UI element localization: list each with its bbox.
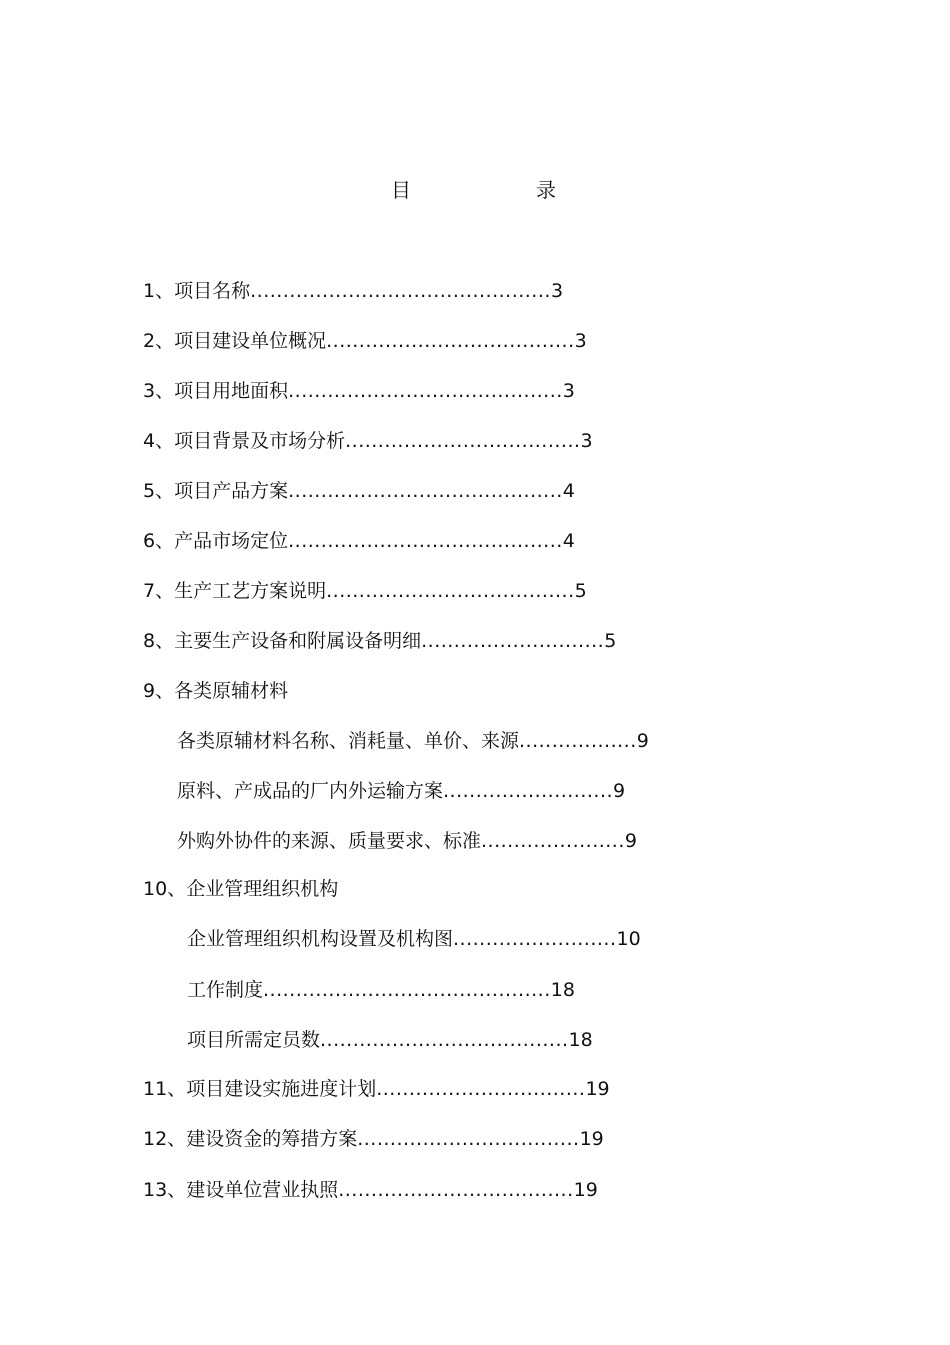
toc-subentry[interactable]	[187, 977, 575, 1003]
toc-entry[interactable]	[143, 428, 593, 454]
toc-subentry[interactable]	[177, 778, 625, 804]
toc-subentry[interactable]	[177, 728, 649, 754]
toc-entry[interactable]	[143, 578, 587, 604]
toc-entry[interactable]	[143, 628, 616, 654]
toc-title-char-right: 录	[536, 178, 556, 202]
toc-entry-label: 企业管理组织机构设置及机构图	[187, 928, 454, 950]
toc-entry-page: 4	[562, 480, 575, 502]
toc-entry-number: 9、	[143, 680, 175, 702]
toc-entry-page: 18	[568, 1029, 593, 1051]
toc-entry-label: 项目用地面积	[174, 380, 289, 402]
toc-entry[interactable]	[143, 678, 288, 704]
toc-entry-leader: ............................................	[263, 979, 551, 1001]
toc-entry[interactable]	[143, 528, 575, 554]
toc-entry-label: 产品市场定位	[174, 530, 289, 552]
toc-entry-leader: ......................................	[326, 330, 575, 352]
toc-entry-number: 10、	[143, 878, 187, 900]
toc-entry-leader: ..........................	[443, 780, 614, 802]
toc-entry-leader: ..................	[519, 730, 637, 752]
toc-entry-page: 3	[562, 380, 575, 402]
toc-entry-label: 各类原辅材料名称、消耗量、单价、来源	[177, 730, 520, 752]
toc-entry-leader: ......................................	[326, 580, 575, 602]
toc-subentry[interactable]	[187, 1027, 593, 1053]
toc-entry-leader: ..........................................	[288, 380, 563, 402]
toc-entry-label: 建设单位营业执照	[186, 1179, 339, 1201]
toc-entry-page: 9	[613, 780, 626, 802]
toc-entry[interactable]	[143, 278, 563, 304]
toc-entry-label: 外购外协件的来源、质量要求、标准	[177, 830, 482, 852]
toc-title-char-left: 目	[391, 178, 411, 202]
toc-entry-number: 12、	[143, 1128, 187, 1150]
toc-entry-leader: ................................	[376, 1078, 586, 1100]
toc-entry-leader: ....................................	[338, 1179, 574, 1201]
toc-entry[interactable]	[143, 378, 575, 404]
toc-entry-label: 主要生产设备和附属设备明细	[174, 630, 422, 652]
toc-entry-page: 19	[585, 1078, 610, 1100]
toc-entry-number: 11、	[143, 1078, 187, 1100]
toc-entry-leader: ..................................	[357, 1128, 580, 1150]
toc-entry-label: 项目背景及市场分析	[174, 430, 346, 452]
toc-entry-page: 9	[636, 730, 649, 752]
toc-entry-number: 13、	[143, 1179, 187, 1201]
toc-entry-page: 5	[604, 630, 617, 652]
toc-entry-leader: .........................	[453, 928, 617, 950]
toc-entry-label: 企业管理组织机构	[186, 878, 339, 900]
toc-entry-number: 3、	[143, 380, 175, 402]
toc-entry-number: 1、	[143, 280, 175, 302]
toc-entry-label: 项目产品方案	[174, 480, 289, 502]
toc-entry-label: 项目名称	[174, 280, 251, 302]
toc-entry-label: 项目所需定员数	[187, 1029, 321, 1051]
toc-entry-leader: ..........................................	[288, 480, 563, 502]
toc-entry-number: 5、	[143, 480, 175, 502]
toc-entry-label: 生产工艺方案说明	[174, 580, 327, 602]
toc-entry-label: 原料、产成品的厂内外运输方案	[177, 780, 444, 802]
toc-entry-page: 3	[550, 280, 564, 302]
toc-entry-number: 2、	[143, 330, 175, 352]
toc-entry-number: 4、	[143, 430, 175, 452]
toc-entry-label: 建设资金的筹措方案	[186, 1128, 358, 1150]
toc-entry[interactable]	[143, 876, 338, 902]
toc-entry[interactable]	[143, 328, 587, 354]
toc-entry[interactable]	[143, 1076, 610, 1102]
toc-entry-leader: ..........................................	[288, 530, 563, 552]
toc-entry-page: 3	[580, 430, 593, 452]
toc-entry-label: 工作制度	[187, 979, 264, 1001]
toc-entry-leader: ..............................................	[250, 280, 551, 302]
toc-entry-page: 19	[573, 1179, 598, 1201]
toc-entry-label: 各类原辅材料	[174, 680, 289, 702]
toc-entry-number: 7、	[143, 580, 175, 602]
toc-entry-page: 4	[562, 530, 575, 552]
toc-entry-page: 5	[574, 580, 587, 602]
toc-subentry[interactable]	[187, 926, 641, 952]
toc-subentry[interactable]	[177, 828, 637, 854]
toc-entry-number: 6、	[143, 530, 175, 552]
toc-entry-label: 项目建设实施进度计划	[186, 1078, 377, 1100]
toc-entry-label: 项目建设单位概况	[174, 330, 327, 352]
toc-entry-leader: ......................................	[320, 1029, 569, 1051]
toc-entry-leader: ....................................	[345, 430, 581, 452]
toc-entry[interactable]	[143, 478, 575, 504]
toc-entry-page: 3	[574, 330, 587, 352]
toc-entry-page: 19	[579, 1128, 604, 1150]
toc-entry-leader: ......................	[481, 830, 625, 852]
toc-entry-number: 8、	[143, 630, 175, 652]
toc-entry[interactable]	[143, 1126, 604, 1152]
toc-entry-leader: ............................	[421, 630, 605, 652]
toc-entry-page: 18	[550, 979, 575, 1001]
toc-entry-page: 9	[624, 830, 637, 852]
toc-entry[interactable]	[143, 1177, 598, 1203]
toc-entry-page: 10	[616, 928, 641, 950]
